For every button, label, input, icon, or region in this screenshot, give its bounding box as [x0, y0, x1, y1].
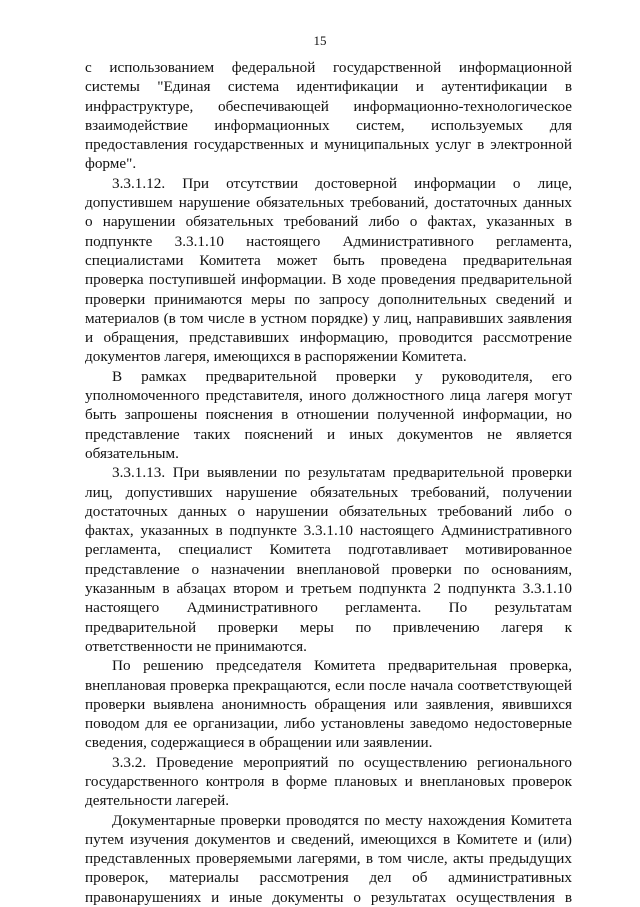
- paragraph-2: 3.3.1.12. При отсутствии достоверной информации о лице, допустившем нарушение обязательных требований, достаточных данных о нарушении обязательных требований либо о фактах, указанных в подпункте 3.3.1.10 настоящего Административного регламента, специалистами Комитета может быть проведена предварительная проверка поступившей информации. В ходе проведения предварительной проверки принимаются меры по запросу дополнительных сведений и материалов (в том числе в устном порядке) у лиц, направивших заявления и обращения, представивших информацию, проводится рассмотрение документов лагеря, имеющихся в распоряжении Комитета.: [85, 174, 572, 366]
- paragraph-7: Документарные проверки проводятся по месту нахождения Комитета путем изучения документов и сведений, имеющихся в Комитете и (или) представленных проверяемыми лагерями, в том числе, акты предыдущих проверок, материалы рассмотрения дел об административных правонарушениях и иные документы о результатах осуществления в: [85, 811, 572, 906]
- paragraph-5: По решению председателя Комитета предварительная проверка, внеплановая проверка прекращаются, если после начала соответствующей проверки выявлена анонимность обращения или заявления, явившихся поводом для ее организации, либо установлены заведомо недостоверные сведения, содержащиеся в обращении или заявлении.: [85, 657, 572, 752]
- paragraph-4: 3.3.1.13. При выявлении по результатам предварительной проверки лиц, допустивших нарушение обязательных требований, получении достаточных данных о нарушении обязательных требований либо о фактах, указанных в подпункте 3.3.1.10 настоящего Административного регламента, специалист Комитета подготавливает мотивированное представление о назначении внеплановой проверки по основаниям, указанным в абзацах втором и третьем подпункта 2 подпункта 3.3.1.10 настоящего Административного регламента. По результатам предварительной проверки меры по привлечению лагеря к ответственности не принимаются.: [85, 464, 572, 655]
- paragraph-3: В рамках предварительной проверки у руководителя, его уполномоченного представителя, иного должностного лица лагеря могут быть запрошены пояснения в отношении полученной информации, но представление таких пояснений и иных документов не является обязательным.: [85, 367, 572, 462]
- page-number: 15: [313, 33, 327, 48]
- paragraph-1: с использованием федеральной государственной информационной системы "Единая система идентификации и аутентификации в инфраструктуре, обеспечивающей информационно-технологическое взаимодействие информационных систем, используемых для предоставления государственных и муниципальных услуг в электронной форме".: [85, 59, 572, 173]
- document-body: [85, 58, 572, 907]
- paragraph-6: 3.3.2. Проведение мероприятий по осуществлению регионального государственного контроля в форме плановых и внеплановых проверок деятельности лагерей.: [85, 753, 572, 810]
